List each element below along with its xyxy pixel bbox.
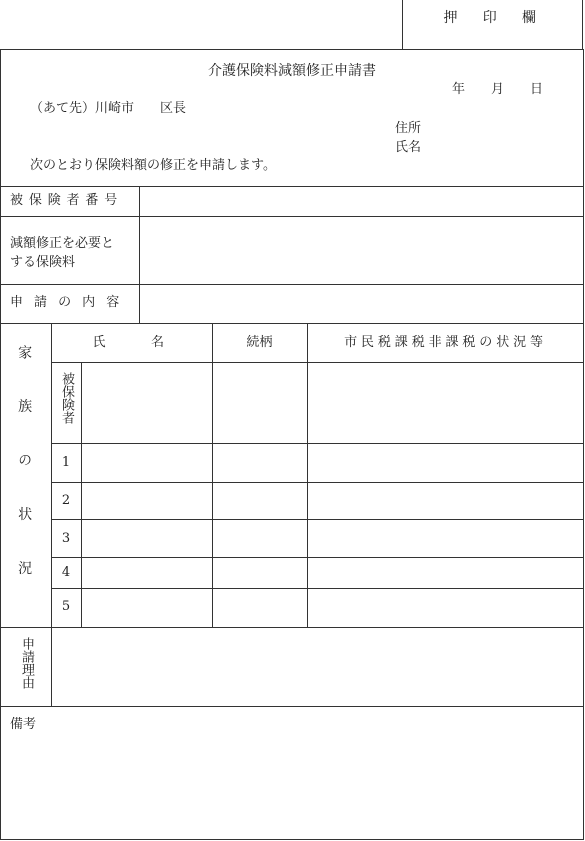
col-header-name: 氏 名 bbox=[92, 335, 171, 350]
col-header-relation: 続柄 bbox=[246, 335, 273, 350]
application-statement: 次のとおり保険料額の修正を申請します。 bbox=[30, 158, 276, 173]
addressee: （あて先）川崎市 区長 bbox=[30, 101, 187, 116]
reason-field[interactable] bbox=[52, 628, 583, 706]
row-number: 4 bbox=[61, 565, 71, 580]
insured-row-label: 被保険者 bbox=[58, 372, 74, 424]
row-number: 1 bbox=[61, 455, 71, 470]
request-content-label: 申請の内容 bbox=[10, 295, 131, 310]
row-number: 2 bbox=[61, 493, 71, 508]
premium-label-line1: 減額修正を必要と bbox=[10, 236, 115, 251]
row-number: 5 bbox=[61, 599, 71, 614]
address-label: 住所 bbox=[395, 121, 422, 136]
request-content-field[interactable] bbox=[140, 285, 583, 323]
name-label: 氏名 bbox=[395, 140, 422, 155]
remarks-field[interactable] bbox=[1, 707, 583, 839]
insured-number-label: 被保険者番号 bbox=[10, 193, 124, 208]
seal-label: 押 印 欄 bbox=[443, 10, 542, 26]
reason-label: 申請理由 bbox=[18, 637, 34, 689]
date-line: 年 月 日 bbox=[452, 82, 544, 97]
col-header-tax-status: 市民税課税非課税の状況等 bbox=[344, 335, 547, 350]
row-number: 3 bbox=[61, 531, 71, 546]
form-title: 介護保険料減額修正申請書 bbox=[208, 63, 376, 79]
remarks-label: 備考 bbox=[10, 717, 37, 732]
premium-field[interactable] bbox=[140, 217, 583, 284]
insured-number-field[interactable] bbox=[140, 187, 583, 216]
premium-label-line2: する保険料 bbox=[10, 255, 76, 270]
family-section-label: 家族の状況 bbox=[16, 345, 33, 615]
